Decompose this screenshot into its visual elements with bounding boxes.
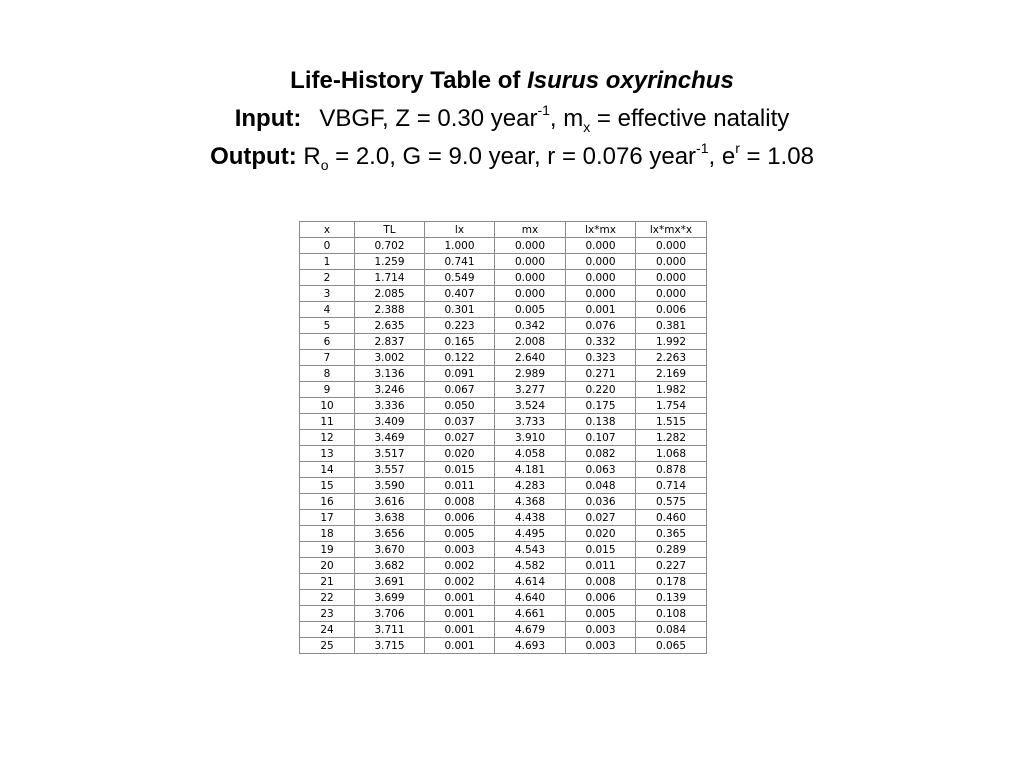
cell-tl: 3.699	[355, 590, 425, 606]
cell-lx-mx-x: 0.178	[636, 574, 707, 590]
cell-mx: 4.679	[495, 622, 566, 638]
cell-x: 4	[300, 302, 355, 318]
slide-heading	[0, 62, 1024, 176]
cell-tl: 3.590	[355, 478, 425, 494]
table-row	[300, 510, 707, 526]
cell-mx: 4.614	[495, 574, 566, 590]
cell-lx: 0.001	[425, 638, 495, 654]
cell-lx: 0.741	[425, 254, 495, 270]
cell-lx: 0.015	[425, 462, 495, 478]
cell-mx: 0.342	[495, 318, 566, 334]
input-text-b: , m	[549, 105, 584, 132]
cell-x: 14	[300, 462, 355, 478]
table-row	[300, 254, 707, 270]
table-row	[300, 526, 707, 542]
output-line	[0, 138, 1024, 176]
column-header-tl: TL	[355, 222, 425, 238]
cell-mx: 4.661	[495, 606, 566, 622]
table-row	[300, 638, 707, 654]
cell-lx: 0.001	[425, 622, 495, 638]
output-text-d: = 1.08	[739, 143, 814, 170]
cell-x: 8	[300, 366, 355, 382]
cell-lx: 0.011	[425, 478, 495, 494]
table-row	[300, 366, 707, 382]
cell-tl: 3.656	[355, 526, 425, 542]
cell-x: 23	[300, 606, 355, 622]
input-sup-a: -1	[537, 102, 550, 118]
title-prefix: Life-History Table of	[290, 67, 528, 94]
cell-lx-mx-x: 0.000	[636, 238, 707, 254]
title-line	[0, 62, 1024, 100]
cell-tl: 3.711	[355, 622, 425, 638]
cell-lx-mx: 0.015	[566, 542, 636, 558]
cell-mx: 3.524	[495, 398, 566, 414]
cell-lx: 0.027	[425, 430, 495, 446]
cell-tl: 2.388	[355, 302, 425, 318]
cell-tl: 3.557	[355, 462, 425, 478]
cell-mx: 2.008	[495, 334, 566, 350]
cell-lx-mx: 0.323	[566, 350, 636, 366]
cell-x: 2	[300, 270, 355, 286]
cell-x: 18	[300, 526, 355, 542]
cell-tl: 3.670	[355, 542, 425, 558]
cell-x: 10	[300, 398, 355, 414]
cell-tl: 1.714	[355, 270, 425, 286]
cell-lx-mx-x: 1.282	[636, 430, 707, 446]
cell-lx-mx-x: 1.982	[636, 382, 707, 398]
cell-lx-mx: 0.003	[566, 638, 636, 654]
cell-lx: 0.165	[425, 334, 495, 350]
output-text-a: R	[296, 143, 321, 170]
cell-mx: 0.000	[495, 270, 566, 286]
cell-lx: 0.006	[425, 510, 495, 526]
cell-mx: 4.181	[495, 462, 566, 478]
column-header-x: x	[300, 222, 355, 238]
cell-x: 17	[300, 510, 355, 526]
cell-mx: 4.058	[495, 446, 566, 462]
table-row	[300, 590, 707, 606]
cell-lx-mx-x: 0.084	[636, 622, 707, 638]
table-row	[300, 622, 707, 638]
cell-lx-mx-x: 0.139	[636, 590, 707, 606]
cell-lx-mx-x: 0.000	[636, 286, 707, 302]
cell-lx: 0.122	[425, 350, 495, 366]
cell-mx: 4.582	[495, 558, 566, 574]
table-row	[300, 302, 707, 318]
cell-tl: 3.002	[355, 350, 425, 366]
cell-lx-mx-x: 0.878	[636, 462, 707, 478]
cell-lx-mx-x: 0.460	[636, 510, 707, 526]
column-header-lx-mx: lx*mx	[566, 222, 636, 238]
cell-mx: 4.368	[495, 494, 566, 510]
cell-lx: 0.002	[425, 558, 495, 574]
cell-x: 3	[300, 286, 355, 302]
cell-mx: 0.000	[495, 254, 566, 270]
cell-tl: 3.682	[355, 558, 425, 574]
cell-tl: 0.702	[355, 238, 425, 254]
cell-tl: 3.469	[355, 430, 425, 446]
cell-lx-mx: 0.008	[566, 574, 636, 590]
cell-mx: 0.000	[495, 238, 566, 254]
cell-tl: 3.246	[355, 382, 425, 398]
cell-lx-mx: 0.003	[566, 622, 636, 638]
cell-lx: 0.549	[425, 270, 495, 286]
cell-tl: 3.706	[355, 606, 425, 622]
cell-x: 1	[300, 254, 355, 270]
table-row	[300, 270, 707, 286]
cell-lx-mx: 0.175	[566, 398, 636, 414]
cell-lx-mx-x: 0.000	[636, 270, 707, 286]
table-row	[300, 318, 707, 334]
cell-lx-mx-x: 0.289	[636, 542, 707, 558]
cell-tl: 2.635	[355, 318, 425, 334]
table-row	[300, 334, 707, 350]
cell-lx: 0.091	[425, 366, 495, 382]
cell-x: 6	[300, 334, 355, 350]
cell-mx: 4.693	[495, 638, 566, 654]
column-header-mx: mx	[495, 222, 566, 238]
table-row	[300, 462, 707, 478]
input-sub-b: x	[583, 118, 591, 135]
cell-lx: 0.001	[425, 606, 495, 622]
cell-x: 24	[300, 622, 355, 638]
cell-lx-mx-x: 0.108	[636, 606, 707, 622]
table-row	[300, 606, 707, 622]
cell-lx-mx-x: 2.263	[636, 350, 707, 366]
cell-x: 11	[300, 414, 355, 430]
table-row	[300, 446, 707, 462]
cell-tl: 3.136	[355, 366, 425, 382]
cell-x: 22	[300, 590, 355, 606]
cell-lx-mx-x: 0.381	[636, 318, 707, 334]
output-text-b: = 2.0, G = 9.0 year, r = 0.076 year	[328, 143, 697, 170]
cell-x: 15	[300, 478, 355, 494]
cell-x: 5	[300, 318, 355, 334]
cell-lx-mx-x: 0.714	[636, 478, 707, 494]
input-label: Input:	[234, 105, 302, 132]
cell-lx: 1.000	[425, 238, 495, 254]
cell-lx-mx: 0.332	[566, 334, 636, 350]
cell-lx: 0.020	[425, 446, 495, 462]
cell-tl: 3.616	[355, 494, 425, 510]
cell-mx: 0.000	[495, 286, 566, 302]
cell-mx: 2.640	[495, 350, 566, 366]
cell-x: 0	[300, 238, 355, 254]
cell-mx: 0.005	[495, 302, 566, 318]
table-row	[300, 286, 707, 302]
cell-tl: 2.837	[355, 334, 425, 350]
cell-lx-mx: 0.000	[566, 254, 636, 270]
cell-mx: 3.910	[495, 430, 566, 446]
cell-lx: 0.301	[425, 302, 495, 318]
cell-lx-mx: 0.138	[566, 414, 636, 430]
table-row	[300, 430, 707, 446]
cell-lx-mx: 0.107	[566, 430, 636, 446]
cell-lx-mx: 0.063	[566, 462, 636, 478]
cell-lx: 0.002	[425, 574, 495, 590]
cell-tl: 3.336	[355, 398, 425, 414]
cell-tl: 3.715	[355, 638, 425, 654]
table-header-row	[300, 222, 707, 238]
cell-mx: 4.283	[495, 478, 566, 494]
cell-lx-mx: 0.271	[566, 366, 636, 382]
column-header-lx-mx-x: lx*mx*x	[636, 222, 707, 238]
cell-lx: 0.067	[425, 382, 495, 398]
cell-lx-mx: 0.076	[566, 318, 636, 334]
input-line	[0, 100, 1024, 138]
table-body	[300, 238, 707, 654]
cell-lx-mx-x: 1.992	[636, 334, 707, 350]
cell-lx-mx: 0.000	[566, 238, 636, 254]
cell-lx-mx-x: 0.006	[636, 302, 707, 318]
cell-lx-mx-x: 2.169	[636, 366, 707, 382]
cell-lx-mx-x: 0.000	[636, 254, 707, 270]
cell-mx: 4.495	[495, 526, 566, 542]
cell-lx-mx: 0.005	[566, 606, 636, 622]
cell-lx-mx: 0.000	[566, 286, 636, 302]
cell-mx: 3.277	[495, 382, 566, 398]
cell-lx-mx: 0.082	[566, 446, 636, 462]
cell-lx-mx: 0.020	[566, 526, 636, 542]
cell-lx-mx-x: 1.754	[636, 398, 707, 414]
table-row	[300, 478, 707, 494]
cell-x: 21	[300, 574, 355, 590]
cell-x: 12	[300, 430, 355, 446]
cell-x: 16	[300, 494, 355, 510]
table-row	[300, 494, 707, 510]
cell-lx-mx: 0.001	[566, 302, 636, 318]
cell-lx-mx-x: 0.065	[636, 638, 707, 654]
cell-lx: 0.003	[425, 542, 495, 558]
output-label: Output:	[210, 143, 297, 170]
cell-lx-mx: 0.036	[566, 494, 636, 510]
cell-tl: 3.691	[355, 574, 425, 590]
title-species: Isurus oxyrinchus	[527, 67, 734, 94]
cell-mx: 4.438	[495, 510, 566, 526]
table-row	[300, 382, 707, 398]
cell-lx-mx: 0.000	[566, 270, 636, 286]
table-row	[300, 542, 707, 558]
cell-mx: 4.640	[495, 590, 566, 606]
cell-lx-mx-x: 0.575	[636, 494, 707, 510]
cell-lx: 0.050	[425, 398, 495, 414]
cell-x: 20	[300, 558, 355, 574]
output-sup-c: r	[735, 140, 740, 156]
cell-lx-mx: 0.048	[566, 478, 636, 494]
cell-x: 19	[300, 542, 355, 558]
table-row	[300, 398, 707, 414]
cell-lx-mx: 0.220	[566, 382, 636, 398]
output-text-c: , e	[708, 143, 736, 170]
cell-x: 9	[300, 382, 355, 398]
cell-lx-mx: 0.027	[566, 510, 636, 526]
column-header-lx: lx	[425, 222, 495, 238]
cell-tl: 3.409	[355, 414, 425, 430]
table-row	[300, 350, 707, 366]
cell-lx-mx: 0.006	[566, 590, 636, 606]
cell-x: 13	[300, 446, 355, 462]
cell-tl: 2.085	[355, 286, 425, 302]
cell-x: 25	[300, 638, 355, 654]
cell-lx-mx-x: 0.365	[636, 526, 707, 542]
cell-lx: 0.008	[425, 494, 495, 510]
output-sub-a: o	[320, 156, 329, 173]
cell-lx: 0.223	[425, 318, 495, 334]
table-row	[300, 238, 707, 254]
cell-lx-mx: 0.011	[566, 558, 636, 574]
cell-tl: 3.517	[355, 446, 425, 462]
output-sup-b: -1	[696, 140, 709, 156]
input-text-a: VBGF, Z = 0.30 year	[319, 105, 538, 132]
cell-lx: 0.001	[425, 590, 495, 606]
cell-mx: 4.543	[495, 542, 566, 558]
cell-mx: 3.733	[495, 414, 566, 430]
cell-mx: 2.989	[495, 366, 566, 382]
cell-tl: 3.638	[355, 510, 425, 526]
table-row	[300, 558, 707, 574]
cell-lx: 0.005	[425, 526, 495, 542]
table-row	[300, 574, 707, 590]
cell-lx: 0.037	[425, 414, 495, 430]
cell-lx-mx-x: 1.068	[636, 446, 707, 462]
cell-lx-mx-x: 0.227	[636, 558, 707, 574]
cell-tl: 1.259	[355, 254, 425, 270]
cell-lx: 0.407	[425, 286, 495, 302]
input-text-c: = effective natality	[590, 105, 790, 132]
cell-lx-mx-x: 1.515	[636, 414, 707, 430]
cell-x: 7	[300, 350, 355, 366]
life-history-table	[299, 221, 707, 654]
table-row	[300, 414, 707, 430]
